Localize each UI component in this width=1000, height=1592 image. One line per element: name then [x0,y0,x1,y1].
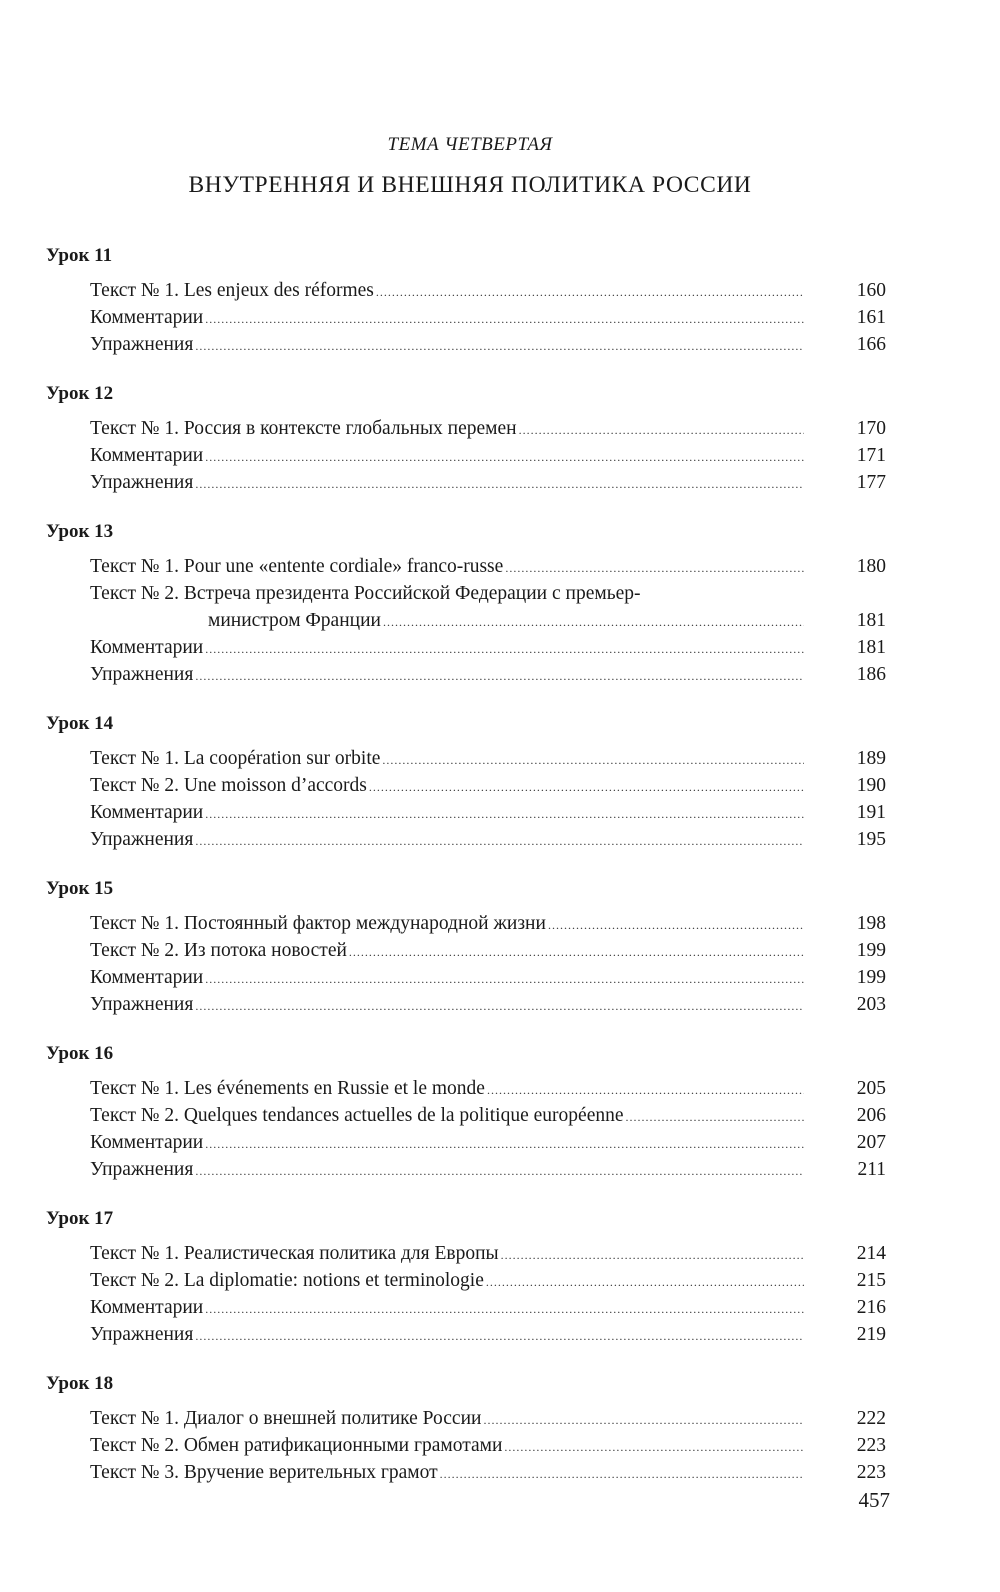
theme-label: ТЕМА ЧЕТВЕРТАЯ [387,134,553,155]
entry-title: Текст № 1. Pour une «entente cordiale» franco-russe [90,556,504,577]
lesson-block [46,1371,886,1486]
entry-page-number: 206 [856,1105,886,1126]
toc-entry [90,1129,886,1156]
toc-entry [90,1075,886,1102]
entry-title: Текст № 3. Вручение верительных грамот [90,1462,438,1483]
entry-page-number: 203 [856,994,886,1015]
dot-leader [195,661,804,690]
lesson-block [46,1041,886,1183]
lesson-block [46,243,886,358]
entry-page-number: 166 [856,334,886,355]
entry-title: Текст № 1. Постоянный фактор международной жизни [90,913,546,934]
toc-entry [90,799,886,826]
toc-entry [90,415,886,442]
lesson-heading: Урок 12 [46,383,114,404]
entry-page-number: 214 [856,1243,886,1264]
entry-title: Текст № 2. Из потока новостей [90,940,347,961]
entry-title-continuation: министром Франции [208,610,381,631]
entry-page-number: 207 [856,1132,886,1153]
entry-page-number: 199 [856,967,886,988]
entry-title: Упражнения [90,334,194,355]
toc-entry [90,1405,886,1432]
dot-leader [504,1432,804,1461]
lesson-heading: Урок 15 [46,878,114,899]
entry-title: Текст № 2. Quelques tendances actuelles de la politique européenne [90,1105,624,1126]
entry-title: Текст № 1. La coopération sur orbite [90,748,381,769]
dot-leader [505,553,804,582]
toc-entry [90,277,886,304]
lesson-block [46,519,886,688]
entry-title: Текст № 2. Обмен ратификационными грамотами [90,1435,503,1456]
toc-entry [90,991,886,1018]
entry-title: Упражнения [90,1324,194,1345]
entry-title: Комментарии [90,307,204,328]
entry-page-number: 219 [856,1324,886,1345]
dot-leader [383,607,804,636]
entry-page-number: 223 [856,1435,886,1456]
lesson-heading: Урок 11 [46,245,113,266]
toc-entry [90,442,886,469]
toc-entry [90,331,886,358]
entry-title: Текст № 1. Les enjeux des réformes [90,280,374,301]
lesson-block [46,381,886,496]
entry-title: Упражнения [90,664,194,685]
entry-title: Упражнения [90,472,194,493]
entry-page-number: 177 [856,472,886,493]
entry-title: Комментарии [90,1297,204,1318]
dot-leader [501,1240,804,1269]
dot-leader [205,1294,804,1323]
entry-page-number: 215 [856,1270,886,1291]
dot-leader [205,964,804,993]
entry-page-number: 205 [856,1078,886,1099]
toc-entry [90,964,886,991]
lesson-heading: Урок 17 [46,1208,114,1229]
dot-leader [483,1405,804,1434]
toc-entry [90,1267,886,1294]
dot-leader [369,772,804,801]
entry-page-number: 170 [856,418,886,439]
toc-entry [90,1156,886,1183]
entry-page-number: 199 [856,940,886,961]
entry-title: Текст № 2. Une moisson d’accords [90,775,367,796]
dot-leader [205,634,804,663]
entry-page-number: 181 [856,637,886,658]
entry-page-number: 190 [856,775,886,796]
dot-leader [195,331,804,360]
toc-entry [90,1240,886,1267]
toc-entry [90,1459,886,1486]
entry-page-number: 189 [856,748,886,769]
toc-entry [90,469,886,496]
dot-leader [382,745,804,774]
toc-entry [90,1432,886,1459]
entry-page-number: 222 [856,1408,886,1429]
dot-leader [195,1156,804,1185]
toc-entry [90,937,886,964]
dot-leader [548,910,804,939]
entry-page-number: 195 [856,829,886,850]
lesson-heading: Урок 14 [46,713,114,734]
lesson-heading: Урок 18 [46,1373,114,1394]
toc-entry [90,910,886,937]
entry-title: Текст № 1. Реалистическая политика для Европы [90,1243,499,1264]
entry-page-number: 180 [856,556,886,577]
entry-title: Текст № 2. Встреча президента Российской Федерации с премьер- [90,583,641,604]
dot-leader [195,826,804,855]
lesson-heading: Урок 16 [46,1043,114,1064]
lesson-heading: Урок 13 [46,521,114,542]
entry-page-number: 186 [856,664,886,685]
dot-leader [205,1129,804,1158]
dot-leader [195,991,804,1020]
toc-entry [90,304,886,331]
entry-title: Текст № 2. La diplomatie: notions et terminologie [90,1270,484,1291]
entry-page-number: 211 [857,1159,886,1180]
lesson-block [46,711,886,853]
entry-page-number: 198 [856,913,886,934]
toc-entry [90,553,886,580]
toc-entry [90,580,886,607]
dot-leader [205,442,804,471]
entry-title: Упражнения [90,1159,194,1180]
dot-leader [486,1267,804,1296]
toc-entry [90,1102,886,1129]
dot-leader [195,1321,804,1350]
toc-entry [90,745,886,772]
entry-page-number: 223 [856,1462,886,1483]
toc-entry [90,1294,886,1321]
toc-entry [90,826,886,853]
entry-title: Комментарии [90,967,204,988]
dot-leader [205,304,804,333]
page-number: 457 [858,1488,890,1512]
dot-leader [195,469,804,498]
dot-leader [626,1102,805,1131]
entry-page-number: 171 [856,445,886,466]
entry-title: Текст № 1. Россия в контексте глобальных перемен [90,418,517,439]
lesson-block [46,876,886,1018]
entry-title: Упражнения [90,829,194,850]
dot-leader [440,1459,804,1488]
entry-title: Упражнения [90,994,194,1015]
entry-page-number: 161 [856,307,886,328]
entry-page-number: 181 [856,610,886,631]
entry-page-number: 191 [856,802,886,823]
toc-entry [90,772,886,799]
dot-leader [519,415,804,444]
entry-page-number: 216 [856,1297,886,1318]
entry-title: Текст № 1. Les événements en Russie et le monde [90,1078,485,1099]
lesson-list [46,243,886,1509]
toc-entry [90,1321,886,1348]
entry-title: Комментарии [90,445,204,466]
entry-title: Комментарии [90,1132,204,1153]
entry-title: Комментарии [90,637,204,658]
dot-leader [205,799,804,828]
dot-leader [487,1075,804,1104]
lesson-block [46,1206,886,1348]
section-title: ВНУТРЕННЯЯ И ВНЕШНЯЯ ПОЛИТИКА РОССИИ [188,172,752,198]
dot-leader [349,937,804,966]
entry-title: Комментарии [90,802,204,823]
toc-entry-continuation [90,607,886,634]
toc-entry [90,634,886,661]
dot-leader [376,277,804,306]
entry-title: Текст № 1. Диалог о внешней политике России [90,1408,482,1429]
toc-entry [90,661,886,688]
entry-page-number: 160 [856,280,886,301]
